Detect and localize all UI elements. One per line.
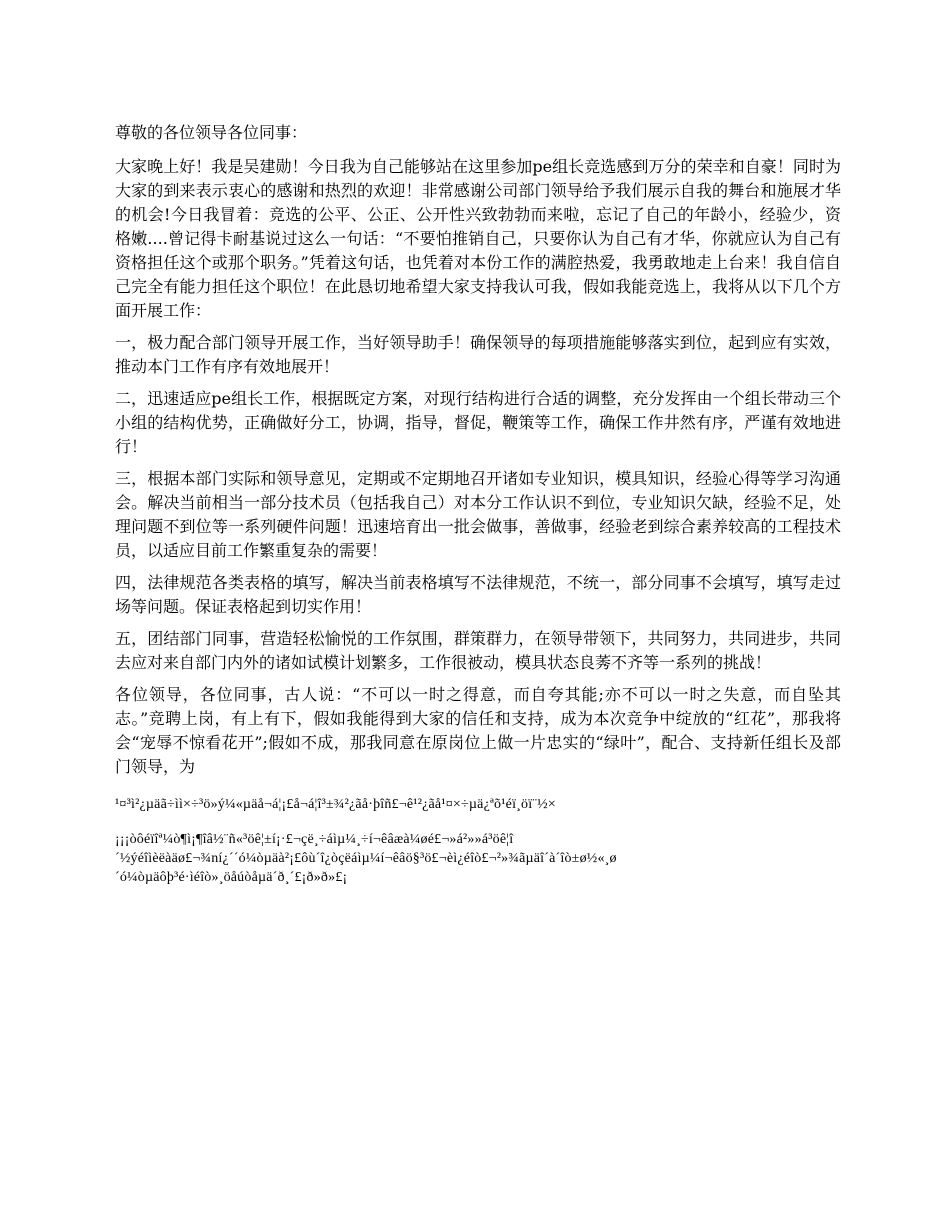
garbled-text-line: ´ó¼òµäôþ³é·ìéîò»¸öåúòåµä´ð¸´£¡ð»ð»£¡ [115,870,348,885]
paragraph-point-1: 一，极力配合部门领导开展工作，当好领导助手！确保领导的每项措施能够落实到位，起到应有实效，推动本门工作有序有效地展开！ [115,333,841,376]
greeting: 尊敬的各位领导各位同事： [115,123,308,142]
paragraph-point-3: 三，根据本部门实际和领导意见，定期或不定期地召开诸如专业知识，模具知识，经验心得等学习沟通会。解决当前相当一部分技术员（包括我自己）对本分工作认识不到位，专业知识欠缺，经验不足，处理问题不到位等一系列硬件问题！迅速培育出一批会做事，善做事，经验老到综合素养较高的工程技术员，以适应目前工作繁重复杂的需要！ [115,469,841,560]
garbled-text-block [115,830,841,887]
paragraph-intro: 大家晚上好！我是吴建勋！今日我为自己能够站在这里参加pe组长竞选感到万分的荣幸和自豪！同时为大家的到来表示衷心的感谢和热烈的欢迎！非常感谢公司部门领导给予我们展示自我的舞台和施展才华的机会!今日我冒着：竞选的公平、公正、公开性兴致勃勃而来啦，忘记了自己的年龄小，经验少，资格嫩....曾记得卡耐基说过这么一句话：“不要怕推销自己，只要你认为自己有才华，你就应认为自己有资格担任这个或那个职务。”凭着这句话，也凭着对本份工作的满腔热爱，我勇敢地走上台来！我自信自己完全有能力担任这个职位！在此恳切地希望大家支持我认可我，假如我能竞选上，我将从以下几个方面开展工作： [115,157,841,320]
paragraph-point-4: 四，法律规范各类表格的填写，解决当前表格填写不法律规范，不统一，部分同事不会填写，填写走过场等问题。保证表格起到切实作用！ [115,573,841,616]
garbled-text-line: ¹¤³ì²¿µäã÷ìì×÷³ö»ý¼«µäå¬á¦¡£å¬á¦î³±¾²¿ãå·þîñ£¬ê¹²¿ãå¹¤×÷µä¿ªõ¹éï¸öï¨½× [115,797,556,812]
paragraph-point-2: 二，迅速适应pe组长工作，根据既定方案，对现行结构进行合适的调整，充分发挥由一个组长带动三个小组的结构优势，正确做好分工，协调，指导，督促，鞭策等工作，确保工作井然有序，严谨有效地进行！ [115,389,841,456]
garbled-text-line: ´½ýéîìèëàäø£¬¾ní¿´´ó¼òµäà²¡£ôù´î¿òçëáìµ¼í¬êâö§³ö£¬èì¿éîò£¬²»¾ãµäî´à´îò±ø½«¸ø [115,851,617,866]
paragraph-point-5: 五，团结部门同事，营造轻松愉悦的工作氛围，群策群力，在领导带领下，共同努力，共同进步，共同去应对来自部门内外的诸如试模计划繁多，工作很被动，模具状态良莠不齐等一系列的挑战！ [115,629,841,672]
paragraph-closing: 各位领导，各位同事，古人说：“不可以一时之得意，而自夸其能;亦不可以一时之失意，而自坠其志。”竞聘上岗，有上有下，假如我能得到大家的信任和支持，成为本次竞争中绽放的“红花”，那我将会“宠辱不惊看花开”;假如不成，那我同意在原岗位上做一片忠实的“绿叶”，配合、支持新任组长及部门领导，为 [115,685,841,776]
document-page [115,121,841,897]
garbled-text-line: ¡¡¡òôéïîª¼ò¶ì¡¶îâ½¨ñ«³öê¦±í¡·£¬çë¸÷áìµ¼¸÷í¬êâæà¼øé£¬»á²»»á³öê¦î [115,832,514,847]
